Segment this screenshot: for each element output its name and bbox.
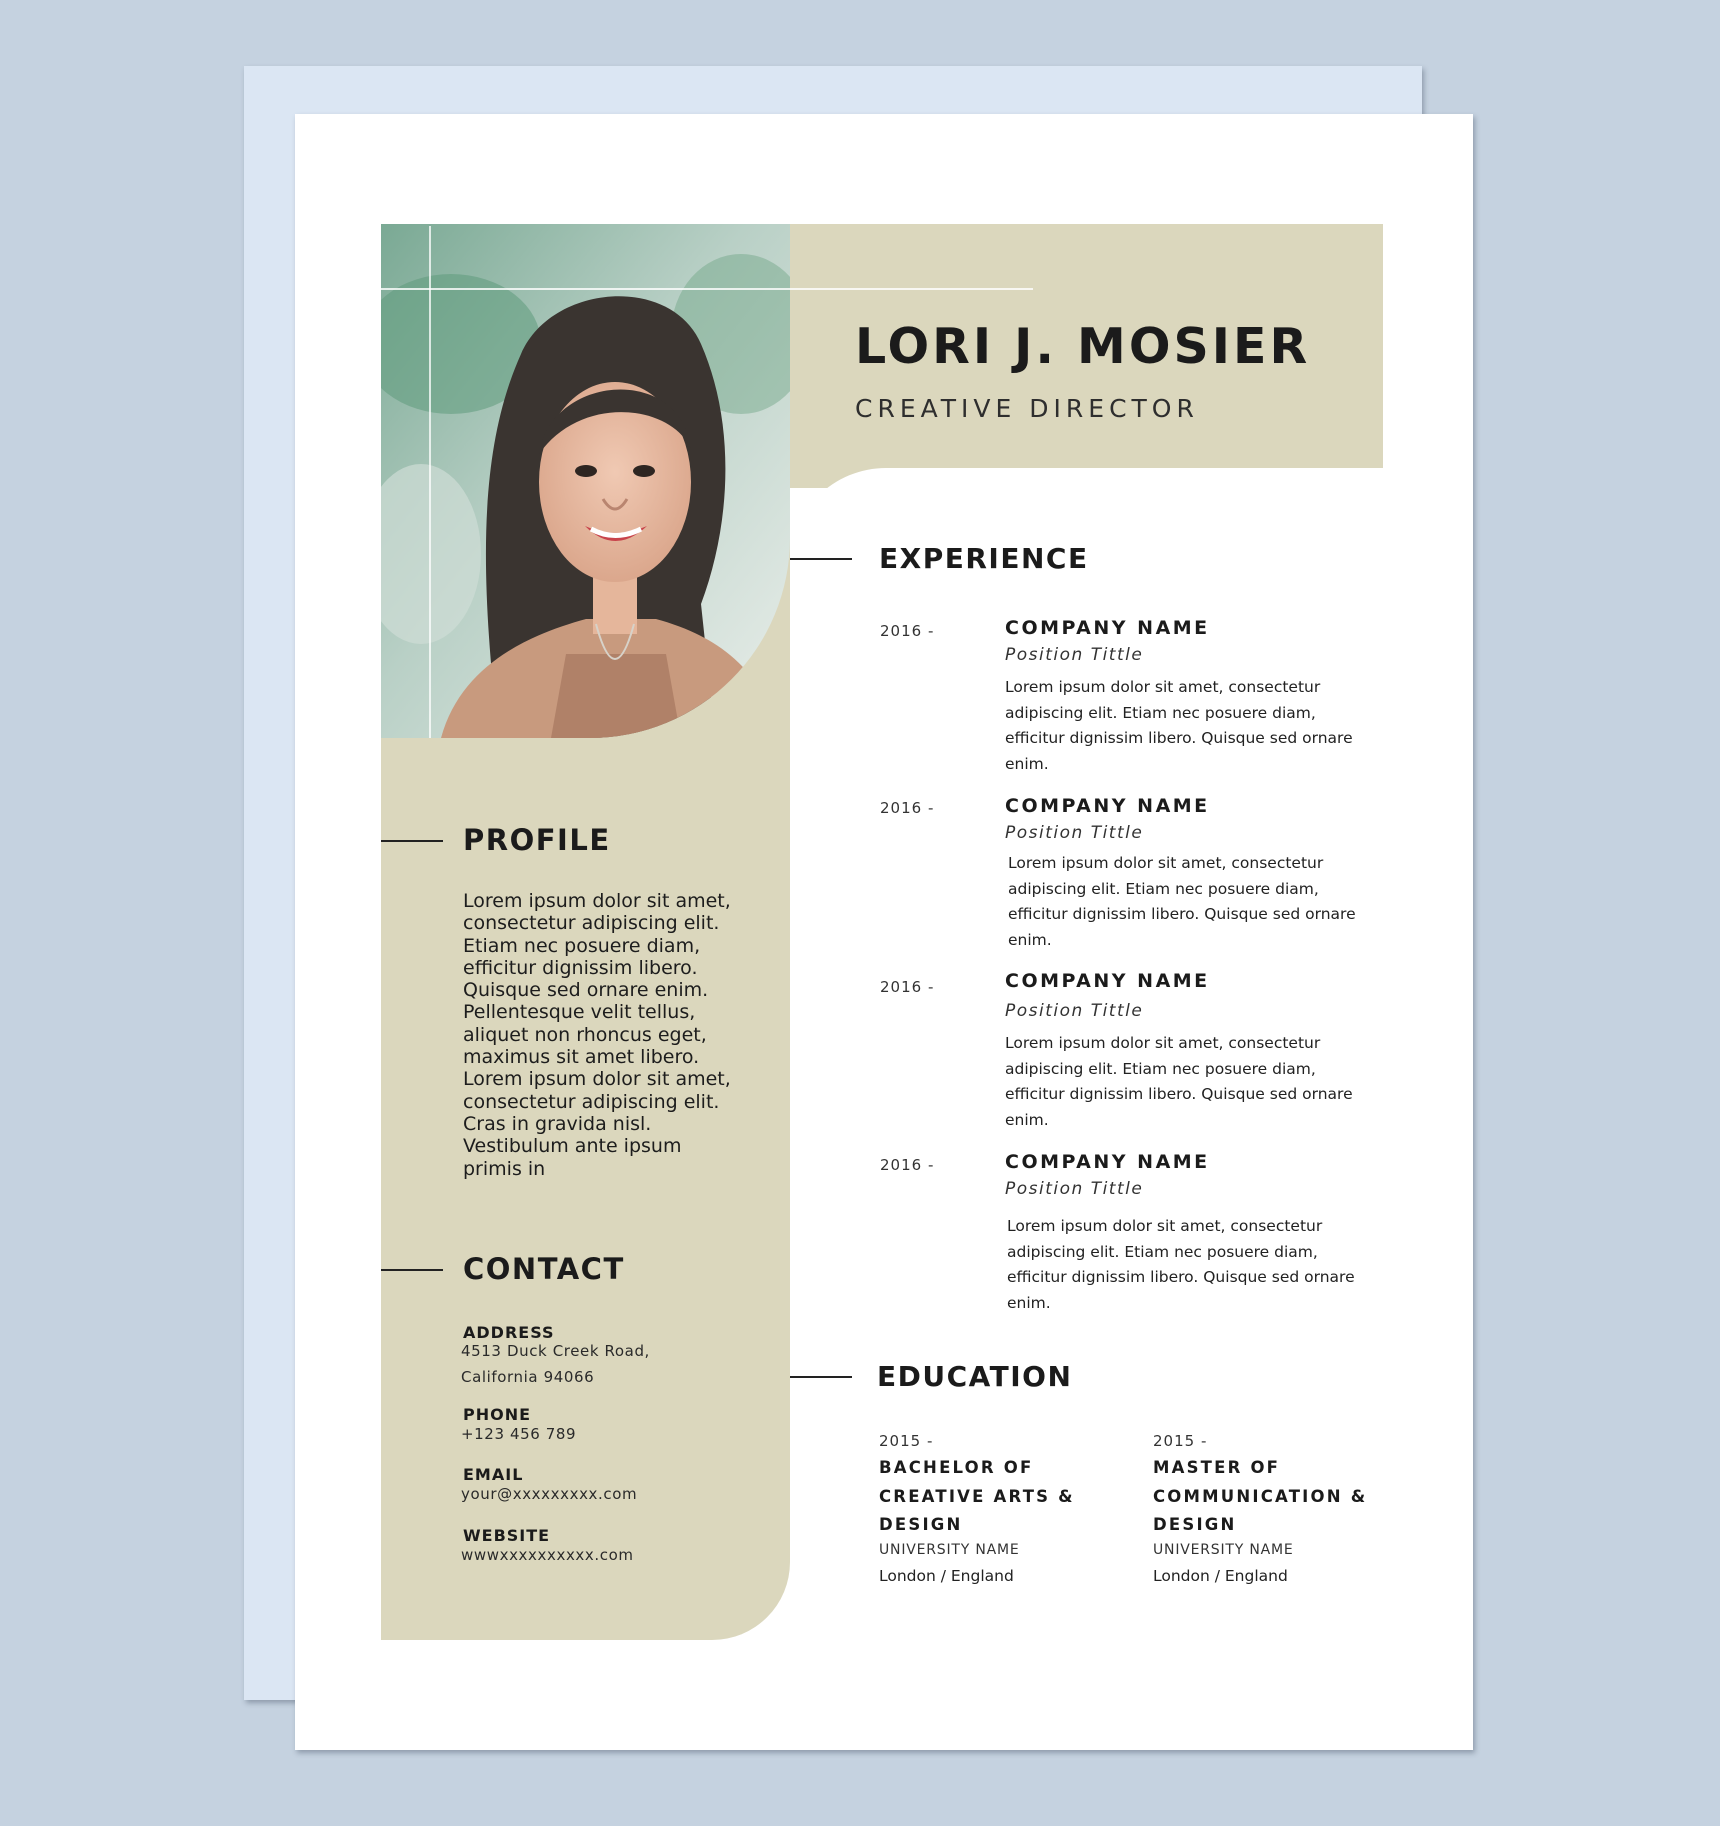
education-location: London / England xyxy=(1153,1567,1288,1585)
experience-year: 2016 - xyxy=(880,799,935,817)
phone-label: PHONE xyxy=(463,1405,532,1424)
profile-heading: PROFILE xyxy=(463,823,611,857)
experience-company: COMPANY NAME xyxy=(1005,617,1210,639)
contact-divider xyxy=(381,1269,443,1271)
experience-heading: EXPERIENCE xyxy=(879,542,1089,575)
education-heading: EDUCATION xyxy=(877,1360,1073,1393)
photo-guide-vertical xyxy=(429,226,431,738)
education-degree: BACHELOR OF CREATIVE ARTS & DESIGN xyxy=(879,1458,1075,1534)
address-line-1: 4513 Duck Creek Road, xyxy=(461,1342,650,1360)
experience-description: Lorem ipsum dolor sit amet, consectetur adipiscing elit. Etiam nec posuere diam, efficitur dignissim libero. Quisque sed ornare enim. xyxy=(1008,854,1356,949)
experience-position: Position Tittle xyxy=(1005,823,1144,843)
experience-year: 2016 - xyxy=(880,978,935,996)
experience-position: Position Tittle xyxy=(1005,1001,1144,1021)
contact-heading: CONTACT xyxy=(463,1252,625,1286)
experience-description: Lorem ipsum dolor sit amet, consectetur adipiscing elit. Etiam nec posuere diam, efficitur dignissim libero. Quisque sed ornare enim. xyxy=(1005,1034,1353,1129)
website-label: WEBSITE xyxy=(463,1526,551,1545)
candidate-name: LORI J. MOSIER xyxy=(855,318,1311,375)
email-label: EMAIL xyxy=(463,1465,524,1484)
experience-description: Lorem ipsum dolor sit amet, consectetur adipiscing elit. Etiam nec posuere diam, efficitur dignissim libero. Quisque sed ornare enim. xyxy=(1007,1217,1355,1312)
experience-company: COMPANY NAME xyxy=(1005,970,1210,992)
experience-description: Lorem ipsum dolor sit amet, consectetur adipiscing elit. Etiam nec posuere diam, efficitur dignissim libero. Quisque sed ornare enim. xyxy=(1005,678,1353,773)
experience-position: Position Tittle xyxy=(1005,1179,1144,1199)
resume-sheet xyxy=(381,224,1383,1640)
profile-photo xyxy=(381,224,790,738)
experience-position: Position Tittle xyxy=(1005,645,1144,665)
education-university: UNIVERSITY NAME xyxy=(1153,1542,1294,1558)
address-label: ADDRESS xyxy=(463,1323,555,1342)
experience-company: COMPANY NAME xyxy=(1005,795,1210,817)
education-divider xyxy=(790,1376,852,1378)
experience-divider xyxy=(790,558,852,560)
education-university: UNIVERSITY NAME xyxy=(879,1542,1020,1558)
profile-text: Lorem ipsum dolor sit amet, consectetur adipiscing elit. Etiam nec posuere diam, efficitur dignissim libero. Quisque sed ornare enim. Pellentesque velit tellus, aliquet non rhoncus eget, maximus sit amet libero. Lorem ipsum dolor sit amet, consectetur adipiscing elit. Cras in gravida nisl. Vestibulum ante ipsum primis in xyxy=(463,890,731,1180)
email-value[interactable]: your@xxxxxxxxx.com xyxy=(461,1485,638,1503)
experience-year: 2016 - xyxy=(880,1156,935,1174)
profile-divider xyxy=(381,840,443,842)
website-value[interactable]: wwwxxxxxxxxxx.com xyxy=(461,1546,634,1564)
education-degree: MASTER OF COMMUNICATION & DESIGN xyxy=(1153,1458,1368,1534)
photo-guide-horizontal xyxy=(381,288,1033,290)
phone-value: +123 456 789 xyxy=(461,1425,577,1443)
candidate-role: CREATIVE DIRECTOR xyxy=(855,394,1199,423)
education-year: 2015 - xyxy=(879,1432,934,1450)
address-line-2: California 94066 xyxy=(461,1368,595,1386)
experience-company: COMPANY NAME xyxy=(1005,1151,1210,1173)
experience-year: 2016 - xyxy=(880,622,935,640)
education-year: 2015 - xyxy=(1153,1432,1208,1450)
education-location: London / England xyxy=(879,1567,1014,1585)
